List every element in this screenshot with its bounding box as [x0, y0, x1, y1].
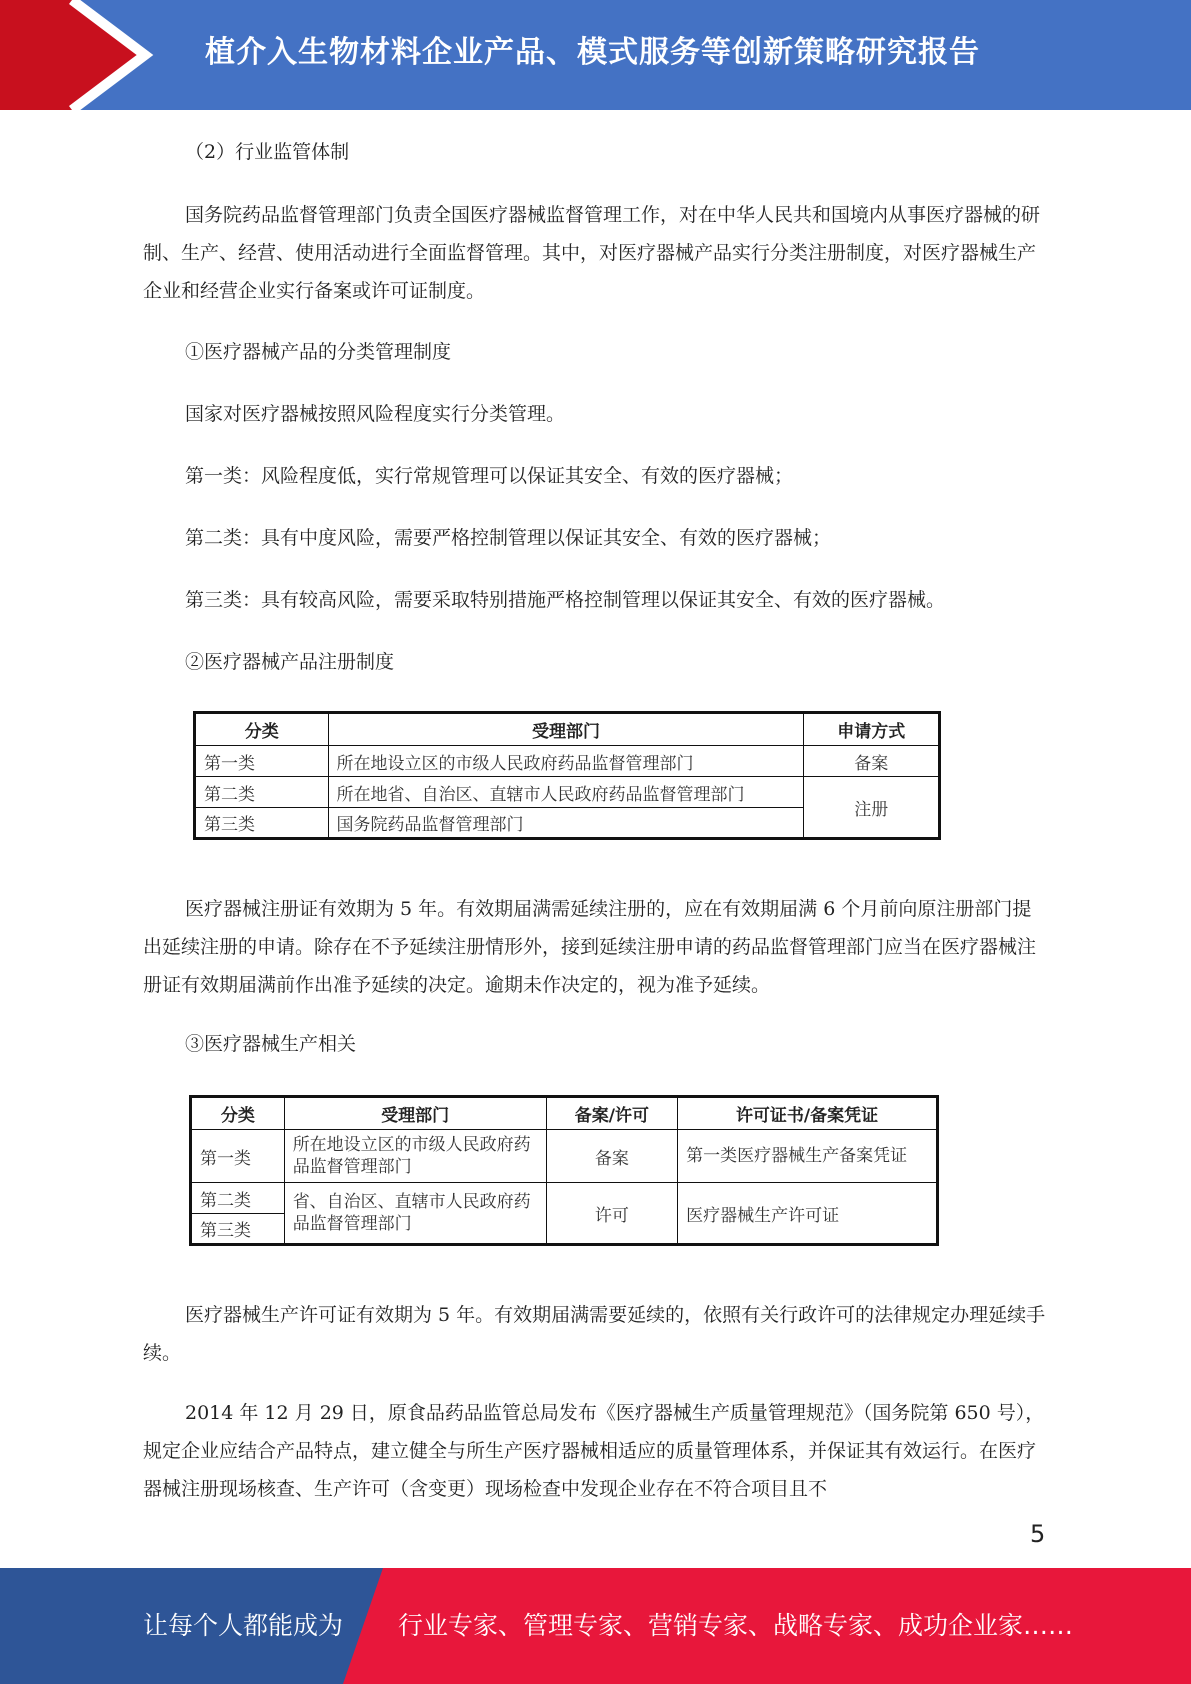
table-cell: 第一类: [191, 1130, 285, 1183]
registration-table: [193, 711, 941, 840]
report-title: 植介入生物材料企业产品、模式服务等创新策略研究报告: [205, 35, 980, 70]
table-cell: 第二类: [191, 1183, 285, 1214]
table-cell: 备案: [546, 1130, 678, 1183]
table-header-cell: 分类: [195, 713, 329, 746]
table-cell: 备案: [804, 746, 940, 777]
table-header-cell: 申请方式: [804, 713, 940, 746]
section-heading: （2）行业监管体制: [185, 141, 350, 163]
table-header-cell: 受理部门: [328, 713, 804, 746]
table-cell: 所在地省、自治区、直辖市人民政府药品监督管理部门: [328, 777, 804, 808]
table-row: [191, 1183, 938, 1214]
paragraph-registration-validity: 医疗器械注册证有效期为 5 年。有效期届满需延续注册的，应在有效期届满 6 个月前向原注册部门提出延续注册的申请。除存在不予延续注册情形外，接到延续注册申请的药品监督管理部门应当在医疗器械注册证有效期届满前作出准予延续的决定。逾期未作决定的，视为准予延续。: [143, 898, 1037, 996]
table-cell: 第一类: [195, 746, 329, 777]
paragraph-class-two: 第二类：具有中度风险，需要严格控制管理以保证其安全、有效的医疗器械；: [185, 527, 832, 549]
table-cell: 注册: [804, 777, 940, 839]
table-cell: 国务院药品监督管理部门: [328, 808, 804, 839]
table-cell: 所在地设立区的市级人民政府药品监督管理部门: [284, 1130, 546, 1183]
paragraph-class-one: 第一类：风险程度低，实行常规管理可以保证其安全、有效的医疗器械；: [185, 465, 794, 487]
production-table: [189, 1095, 939, 1246]
table-row: [195, 746, 940, 777]
table-row: [191, 1130, 938, 1183]
table-cell: 第一类医疗器械生产备案凭证: [678, 1130, 938, 1183]
paragraph-classification-intro: 国家对医疗器械按照风险程度实行分类管理。: [185, 403, 566, 425]
table-cell: 所在地设立区的市级人民政府药品监督管理部门: [328, 746, 804, 777]
table-header-cell: 受理部门: [284, 1097, 546, 1130]
paragraph-class-three: 第三类：具有较高风险，需要采取特别措施严格控制管理以保证其安全、有效的医疗器械。: [185, 589, 946, 611]
subheading-classification: ①医疗器械产品的分类管理制度: [185, 341, 452, 363]
table-cell: 省、自治区、直辖市人民政府药品监督管理部门: [284, 1183, 546, 1245]
paragraph-production-validity: 医疗器械生产许可证有效期为 5 年。有效期届满需要延续的，依照有关行政许可的法律规定办理延续手续。: [143, 1304, 1046, 1364]
paragraph-regulation: 国务院药品监督管理部门负责全国医疗器械监督管理工作，对在中华人民共和国境内从事医疗器械的研制、生产、经营、使用活动进行全面监督管理。其中，对医疗器械产品实行分类注册制度，对医疗器械生产企业和经营企业实行备案或许可证制度。: [143, 204, 1041, 302]
footer-slogan-right: 行业专家、管理专家、营销专家、战略专家、成功企业家……: [398, 1611, 1074, 1640]
subheading-registration: ②医疗器械产品注册制度: [185, 651, 395, 673]
page-number: 5: [1030, 1520, 1046, 1548]
table-cell: 第三类: [191, 1214, 285, 1245]
footer-slogan-left: 让每个人都能成为: [143, 1611, 344, 1640]
subheading-production: ③医疗器械生产相关: [185, 1033, 357, 1055]
header-banner: [0, 0, 1191, 110]
table-row: [195, 777, 940, 808]
table-header-cell: 分类: [191, 1097, 285, 1130]
table-cell: 第三类: [195, 808, 329, 839]
footer-banner: [0, 1568, 1191, 1684]
table-header-cell: 许可证书/备案凭证: [678, 1097, 938, 1130]
table-cell: 第二类: [195, 777, 329, 808]
table-header-cell: 备案/许可: [546, 1097, 678, 1130]
table-cell: 许可: [546, 1183, 678, 1245]
table-header-row: [191, 1097, 938, 1130]
table-cell: 医疗器械生产许可证: [678, 1183, 938, 1245]
table-header-row: [195, 713, 940, 746]
paragraph-quality-management: 2014 年 12 月 29 日，原食品药品监管总局发布《医疗器械生产质量管理规范》（国务院第 650 号），规定企业应结合产品特点，建立健全与所生产医疗器械相适应的质量管理体系，并保证其有效运行。在医疗器械注册现场核查、生产许可（含变更）现场检查中发现企业存在不符合项目且不: [143, 1402, 1045, 1500]
